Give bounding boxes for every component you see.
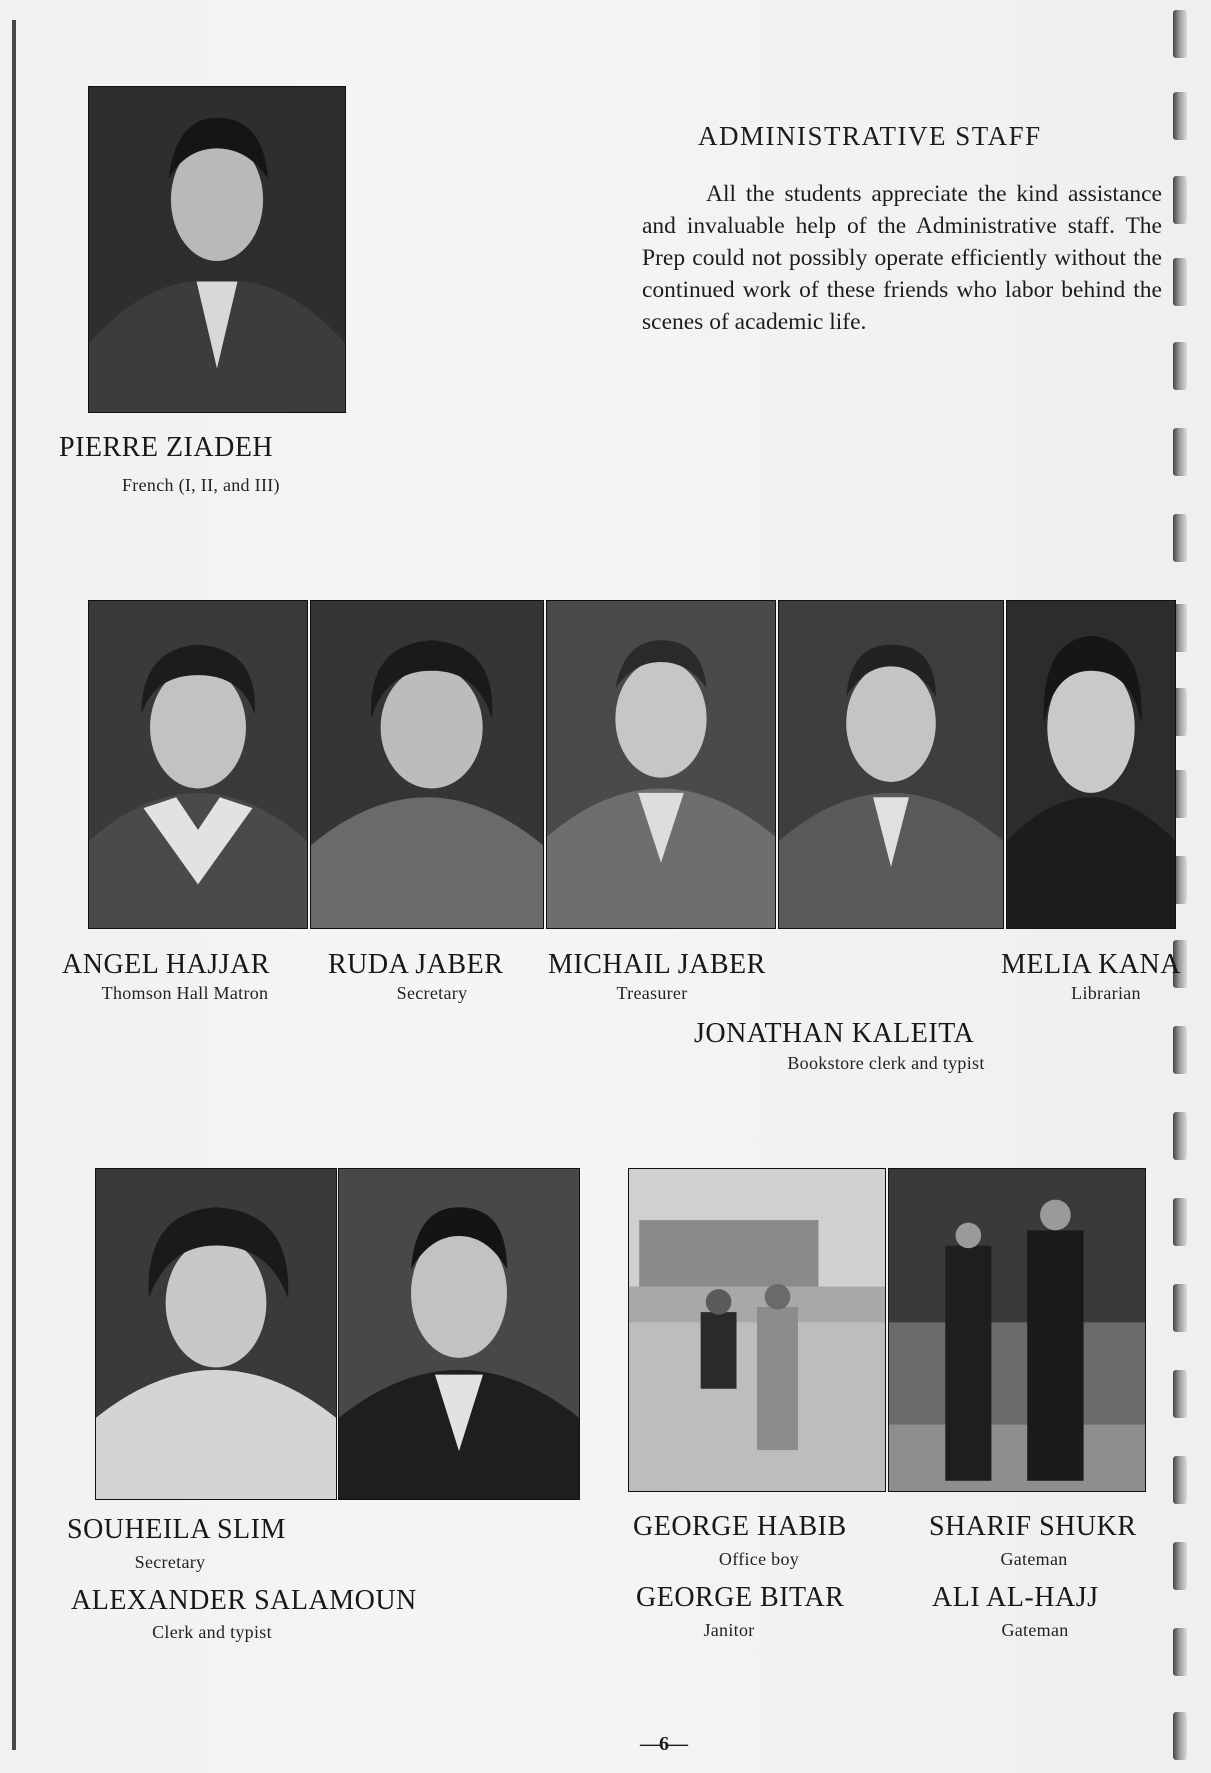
staff-role: French (I, II, and III) xyxy=(122,475,280,495)
staff-name: PIERRE ZIADEH xyxy=(59,432,274,463)
staff-name: RUDA JABER xyxy=(328,949,504,980)
staff-role: Office boy xyxy=(718,1549,800,1569)
portrait-photo xyxy=(95,1168,337,1500)
portrait-photo xyxy=(1006,600,1176,929)
staff-role: Treasurer xyxy=(616,983,688,1003)
intro-paragraph: All the students appreciate the kind assistance and invaluable help of the Administrative staff. The Prep could not possibly operate efficiently without the continued work of these friends who labor behind the scenes of academic life. xyxy=(642,181,1162,335)
staff-name: JONATHAN KALEITA xyxy=(694,1018,975,1049)
page-edge-shadow xyxy=(12,20,16,1750)
portrait-photo xyxy=(88,600,308,929)
staff-name: SOUHEILA SLIM xyxy=(67,1514,286,1545)
staff-role: Secretary xyxy=(396,983,468,1003)
staff-role: Thomson Hall Matron xyxy=(101,983,269,1003)
staff-name: ALEXANDER SALAMOUN xyxy=(71,1585,417,1616)
group-photo xyxy=(628,1168,886,1492)
staff-role: Janitor xyxy=(703,1620,755,1640)
staff-name: ALI AL-HAJJ xyxy=(932,1582,1099,1613)
staff-role: Librarian xyxy=(1071,983,1141,1003)
page-number: —6— xyxy=(640,1733,687,1755)
staff-name: MELIA KANA xyxy=(1001,949,1181,980)
portrait-photo xyxy=(546,600,776,929)
staff-name: MICHAIL JABER xyxy=(548,949,766,980)
staff-role: Secretary xyxy=(134,1552,206,1572)
staff-role: Bookstore clerk and typist xyxy=(787,1053,985,1073)
staff-role: Clerk and typist xyxy=(152,1622,272,1642)
portrait-photo xyxy=(88,86,346,413)
portrait-photo xyxy=(338,1168,580,1500)
staff-name: SHARIF SHUKR xyxy=(929,1511,1137,1542)
staff-name: GEORGE BITAR xyxy=(636,1582,845,1613)
staff-name: GEORGE HABIB xyxy=(633,1511,847,1542)
section-heading: ADMINISTRATIVE STAFF xyxy=(698,121,1042,151)
portrait-photo xyxy=(778,600,1004,929)
staff-role: Gateman xyxy=(1001,1620,1069,1640)
staff-name: ANGEL HAJJAR xyxy=(62,949,270,980)
group-photo xyxy=(888,1168,1146,1492)
portrait-photo xyxy=(310,600,544,929)
staff-role: Gateman xyxy=(1000,1549,1068,1569)
